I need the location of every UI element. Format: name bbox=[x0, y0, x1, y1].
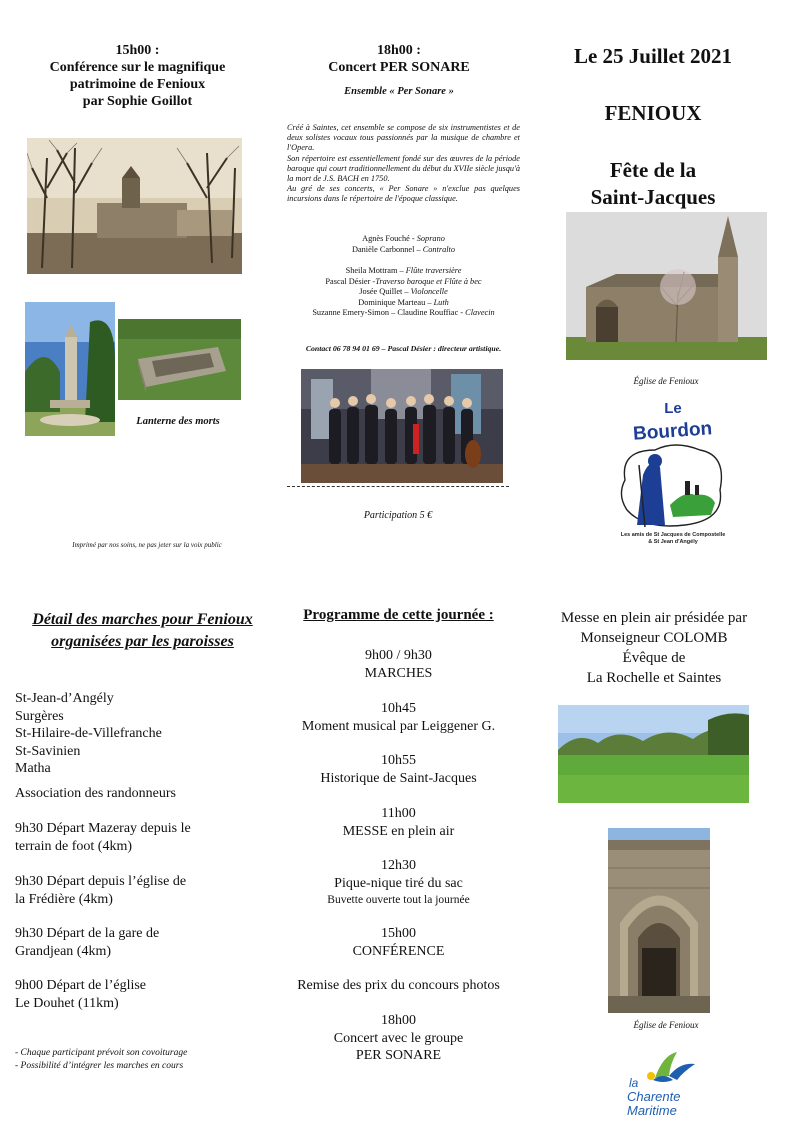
concert-desc-2: Son répertoire est essentiellement fondé sur des œuvres de la période baroque qui court traditionnellement du début du XVIIe siècle jusqu'à la mort de J.S. BACH en 1750. bbox=[287, 153, 520, 184]
printed-note: Imprimé par nos soins, ne pas jeter sur la voix public bbox=[72, 541, 222, 549]
parish-item: St-Hilaire-de-Villefranche bbox=[15, 726, 162, 741]
bourdon-logo-name: Bourdon bbox=[632, 418, 713, 445]
departure-item: 9h30 Départ Mazeray depuis le terrain de foot (4km) bbox=[15, 821, 191, 854]
parish-list bbox=[15, 690, 265, 778]
conference-line1: Conférence sur le magnifique bbox=[49, 60, 226, 75]
singer-item: Danièle Carbonnel – Contralto bbox=[351, 244, 455, 254]
charente-maritime-logo bbox=[625, 1050, 697, 1120]
programme-item: 9h00 / 9h30 MARCHES bbox=[364, 648, 433, 681]
note-item: - Possibilité d’intégrer les marches en cours bbox=[15, 1060, 184, 1071]
concert-heading bbox=[290, 42, 508, 76]
programme-item: 10h55 Historique de Saint-Jacques bbox=[320, 753, 477, 786]
singer-item: Agnès Fouché - Soprano bbox=[362, 234, 445, 243]
player-item: Josée Quillet – Violoncelle bbox=[359, 287, 448, 296]
players-list bbox=[287, 266, 520, 319]
note-item: - Chaque participant prévoit son covoiturage bbox=[15, 1048, 188, 1058]
concert-title: Concert PER SONARE bbox=[328, 60, 470, 75]
programme-item: 11h00 MESSE en plein air bbox=[342, 806, 455, 839]
conference-heading bbox=[20, 42, 255, 110]
participation-fee: Participation 5 € bbox=[363, 510, 433, 521]
concert-desc-3: Au gré de ses concerts, « Per Sonare » n'exclue pas quelques incursions dans le répertoire de l'époque classique. bbox=[287, 184, 520, 204]
programme-final: 18h00 Concert avec le groupe PER SONARE bbox=[333, 1013, 464, 1063]
contact-line: Contact 06 78 94 01 69 – Pascal Désier : directeur artistique. bbox=[305, 344, 502, 353]
marches-title: Détail des marches pour Fenioux organisées par les paroisses bbox=[32, 611, 253, 650]
bourdon-logo bbox=[615, 395, 732, 548]
conference-line3: par Sophie Goillot bbox=[82, 94, 193, 109]
sarcophagus-photo bbox=[118, 319, 241, 400]
parish-item: Surgères bbox=[15, 708, 64, 724]
programme-item: 10h45 Moment musical par Leiggener G. bbox=[301, 701, 496, 734]
event-place: FENIOUX bbox=[604, 101, 702, 125]
ensemble-name: Ensemble « Per Sonare » bbox=[344, 86, 454, 97]
departure-item: 9h30 Départ de la gare de Grandjean (4km) bbox=[15, 926, 160, 959]
lantern-photo bbox=[25, 302, 115, 436]
lantern-caption: Lanterne des morts bbox=[136, 416, 220, 427]
parish-item: St-Savinien bbox=[15, 743, 81, 759]
programme-title: Programme de cette journée : bbox=[303, 607, 494, 623]
messe-info: Messe en plein air présidée par Monseigneur COLOMB Évêque de La Rochelle et Saintes bbox=[560, 610, 748, 686]
ensemble-photo bbox=[301, 369, 503, 483]
cm-logo-la: la bbox=[629, 1076, 639, 1090]
bourdon-tagline-2: & St Jean d'Angély bbox=[648, 539, 698, 545]
conference-time: 15h00 : bbox=[115, 43, 160, 58]
marches-notes bbox=[15, 1047, 265, 1072]
event-date: Le 25 Juillet 2021 bbox=[573, 44, 733, 68]
association-line: Association des randonneurs bbox=[15, 786, 176, 801]
event-title-line1: Fête de la bbox=[609, 158, 697, 182]
church-caption-2: Église de Fenioux bbox=[633, 1020, 699, 1030]
fenioux-sepia-photo bbox=[27, 138, 242, 274]
player-item: Pascal Désier -Traverso baroque et Flûte à bec bbox=[325, 276, 482, 286]
dashed-divider bbox=[287, 486, 509, 487]
event-title bbox=[548, 157, 758, 211]
singers-list bbox=[287, 234, 520, 255]
church-portal-photo bbox=[608, 828, 710, 1013]
parish-item: Matha bbox=[15, 761, 51, 776]
parish-item: St-Jean-d’Angély bbox=[15, 691, 114, 706]
concert-description bbox=[287, 123, 520, 205]
bourdon-tagline-1: Les amis de St Jacques de Compostelle bbox=[620, 532, 726, 538]
cm-logo-charente: Charente bbox=[627, 1089, 681, 1104]
bourdon-logo-le: Le bbox=[664, 400, 682, 417]
prize-line: Remise des prix du concours photos bbox=[297, 978, 500, 993]
concert-desc-1: Créé à Saintes, cet ensemble se compose de six instrumentistes et de deux solistes vocaux tous passionnés par la musique de chambre et l'Opera. bbox=[287, 123, 520, 153]
player-item: Suzanne Emery-Simon – Claudine Rouffiac - Clavecin bbox=[312, 308, 495, 317]
player-item: Sheila Mottram – Flûte traversière bbox=[345, 266, 462, 275]
cm-logo-maritime: Maritime bbox=[627, 1103, 677, 1118]
departure-item: 9h30 Départ depuis l’église de la Frédière (4km) bbox=[15, 874, 187, 907]
conference-line2: patrimoine de Fenioux bbox=[69, 77, 206, 92]
player-item: Dominique Marteau – Luth bbox=[358, 297, 449, 307]
church-photo bbox=[566, 212, 767, 360]
church-caption: Église de Fenioux bbox=[633, 376, 699, 386]
event-title-line2: Saint-Jacques bbox=[590, 185, 716, 209]
concert-time: 18h00 : bbox=[377, 43, 421, 58]
departure-item: 9h00 Départ de l’église Le Douhet (11km) bbox=[15, 978, 147, 1011]
programme-item: 15h00 CONFÉRENCE bbox=[352, 926, 445, 959]
programme-item: 12h30 Pique-nique tiré du sac Buvette ouverte tout la journée bbox=[327, 858, 470, 906]
meadow-photo bbox=[558, 705, 749, 803]
